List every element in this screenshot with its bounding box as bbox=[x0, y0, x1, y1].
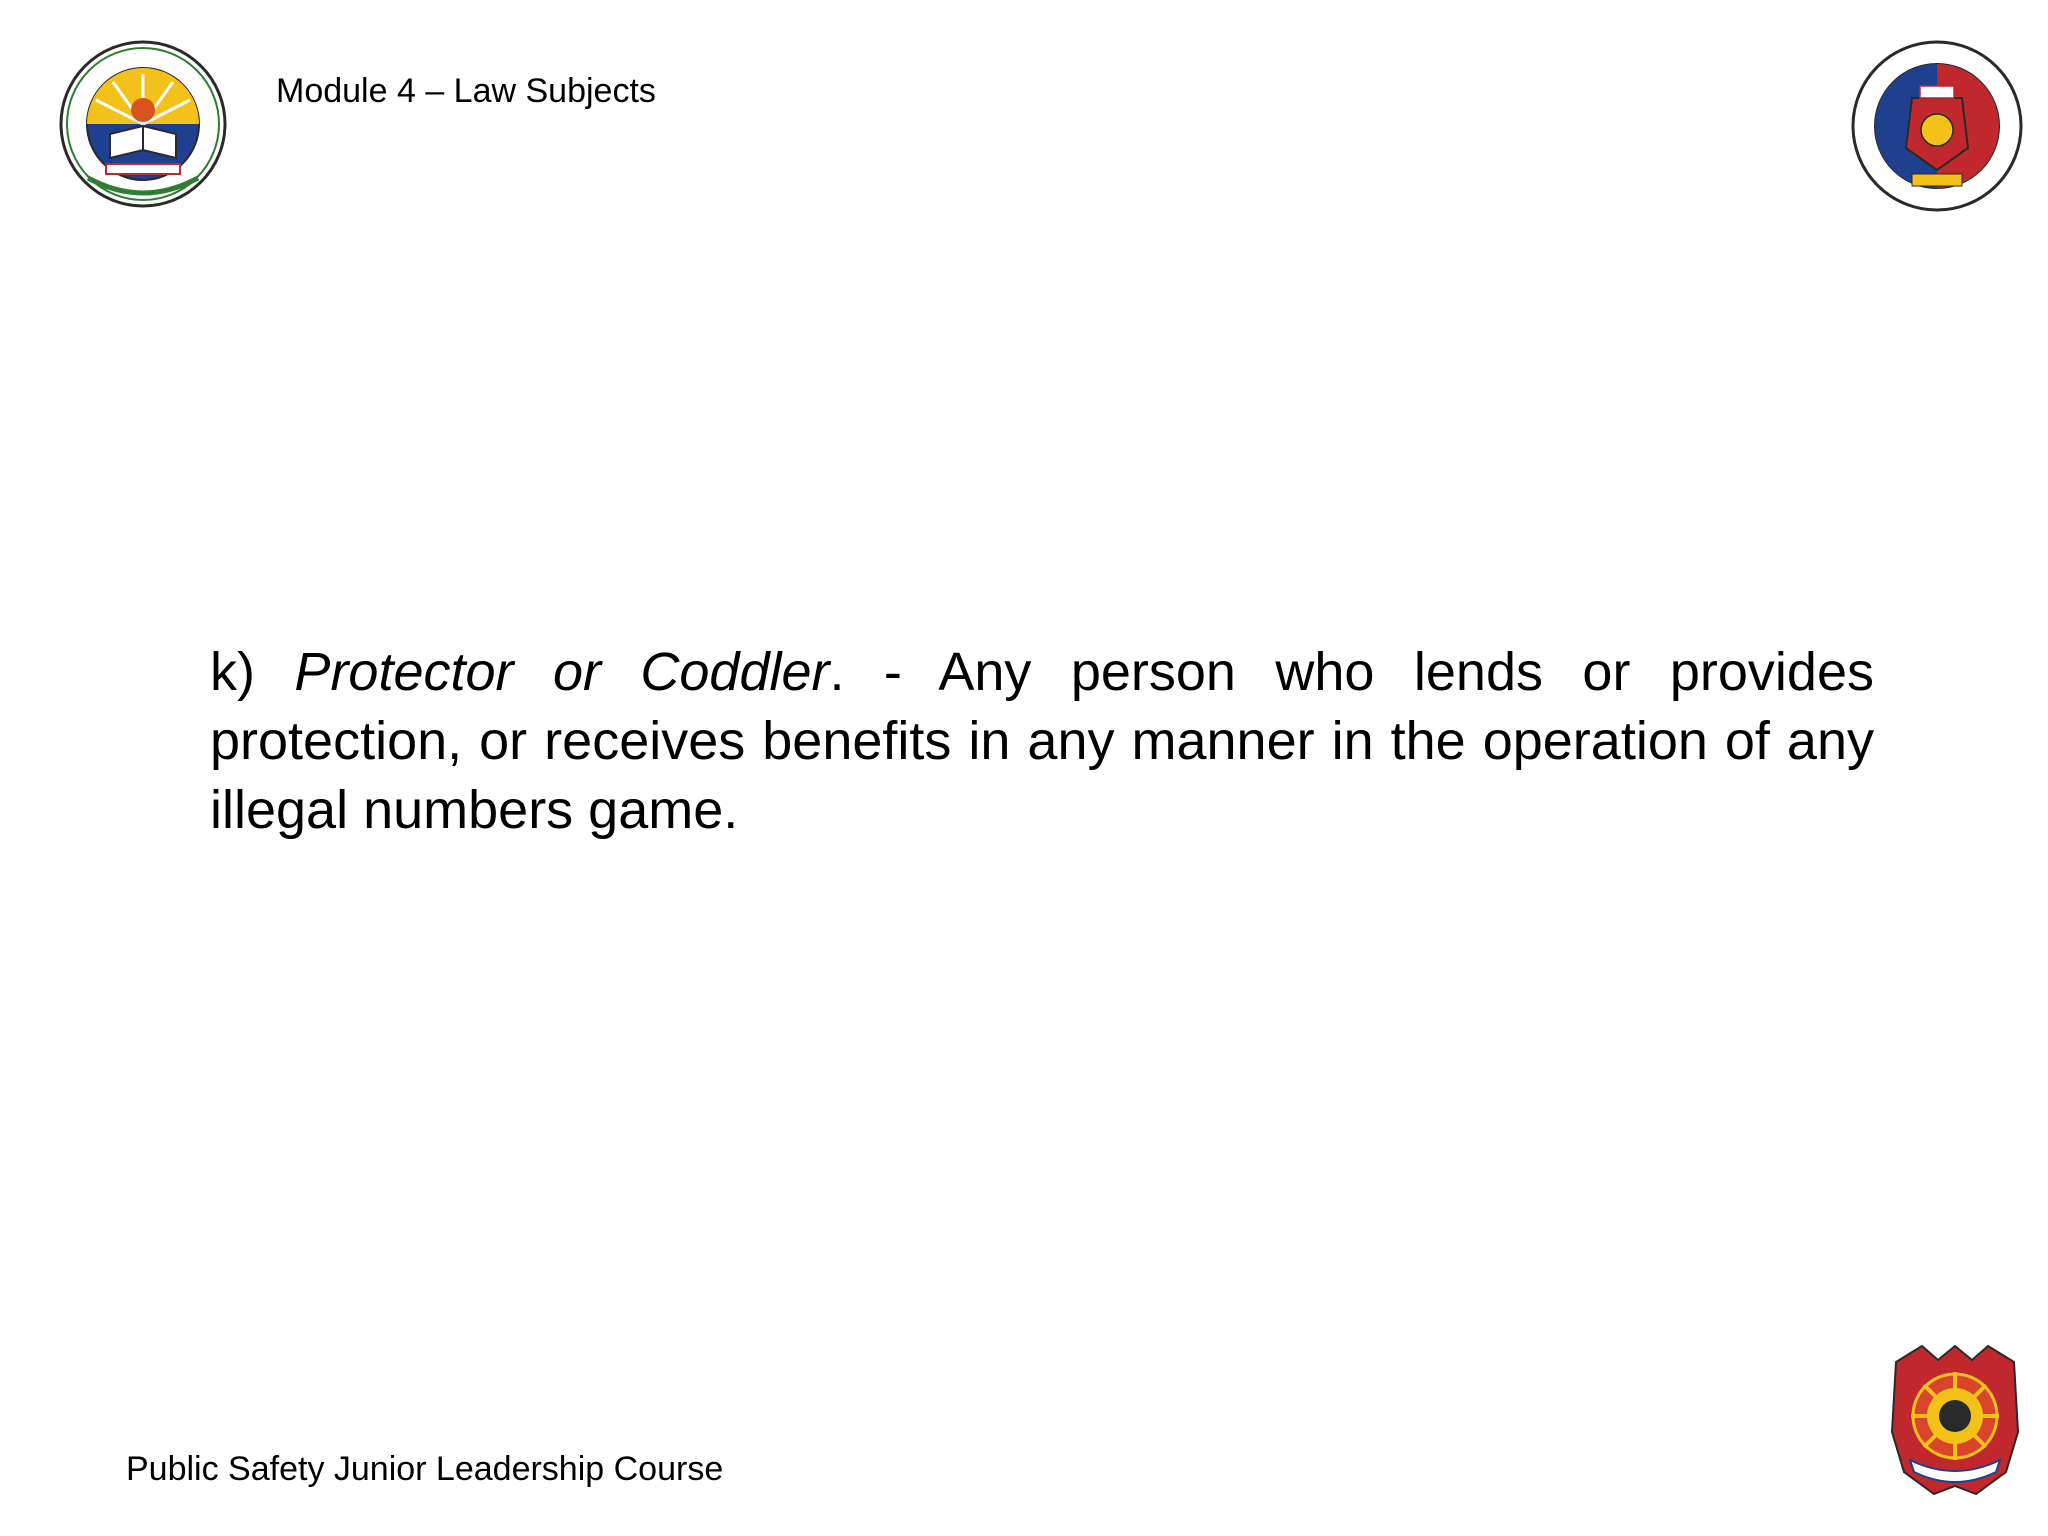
bottom-badge-logo bbox=[1888, 1342, 2022, 1500]
right-seal-logo bbox=[1850, 38, 2024, 214]
dhrdd-seal-icon bbox=[58, 38, 228, 210]
header-module-title: Module 4 – Law Subjects bbox=[276, 72, 656, 110]
definition-paragraph bbox=[210, 638, 1874, 845]
pnpti-seal-icon bbox=[1850, 38, 2024, 214]
definition-text: . - Any person who lends or provides protection, or receives benefits in any manner in the operation of any illegal numbers game. bbox=[210, 642, 1874, 840]
left-seal-logo bbox=[58, 38, 228, 210]
definition-prefix: k) bbox=[210, 642, 295, 702]
definition-term: Protector or Coddler bbox=[294, 642, 830, 702]
footer-course-title: Public Safety Junior Leadership Course bbox=[126, 1450, 724, 1488]
pnp-badge-icon bbox=[1888, 1342, 2022, 1500]
